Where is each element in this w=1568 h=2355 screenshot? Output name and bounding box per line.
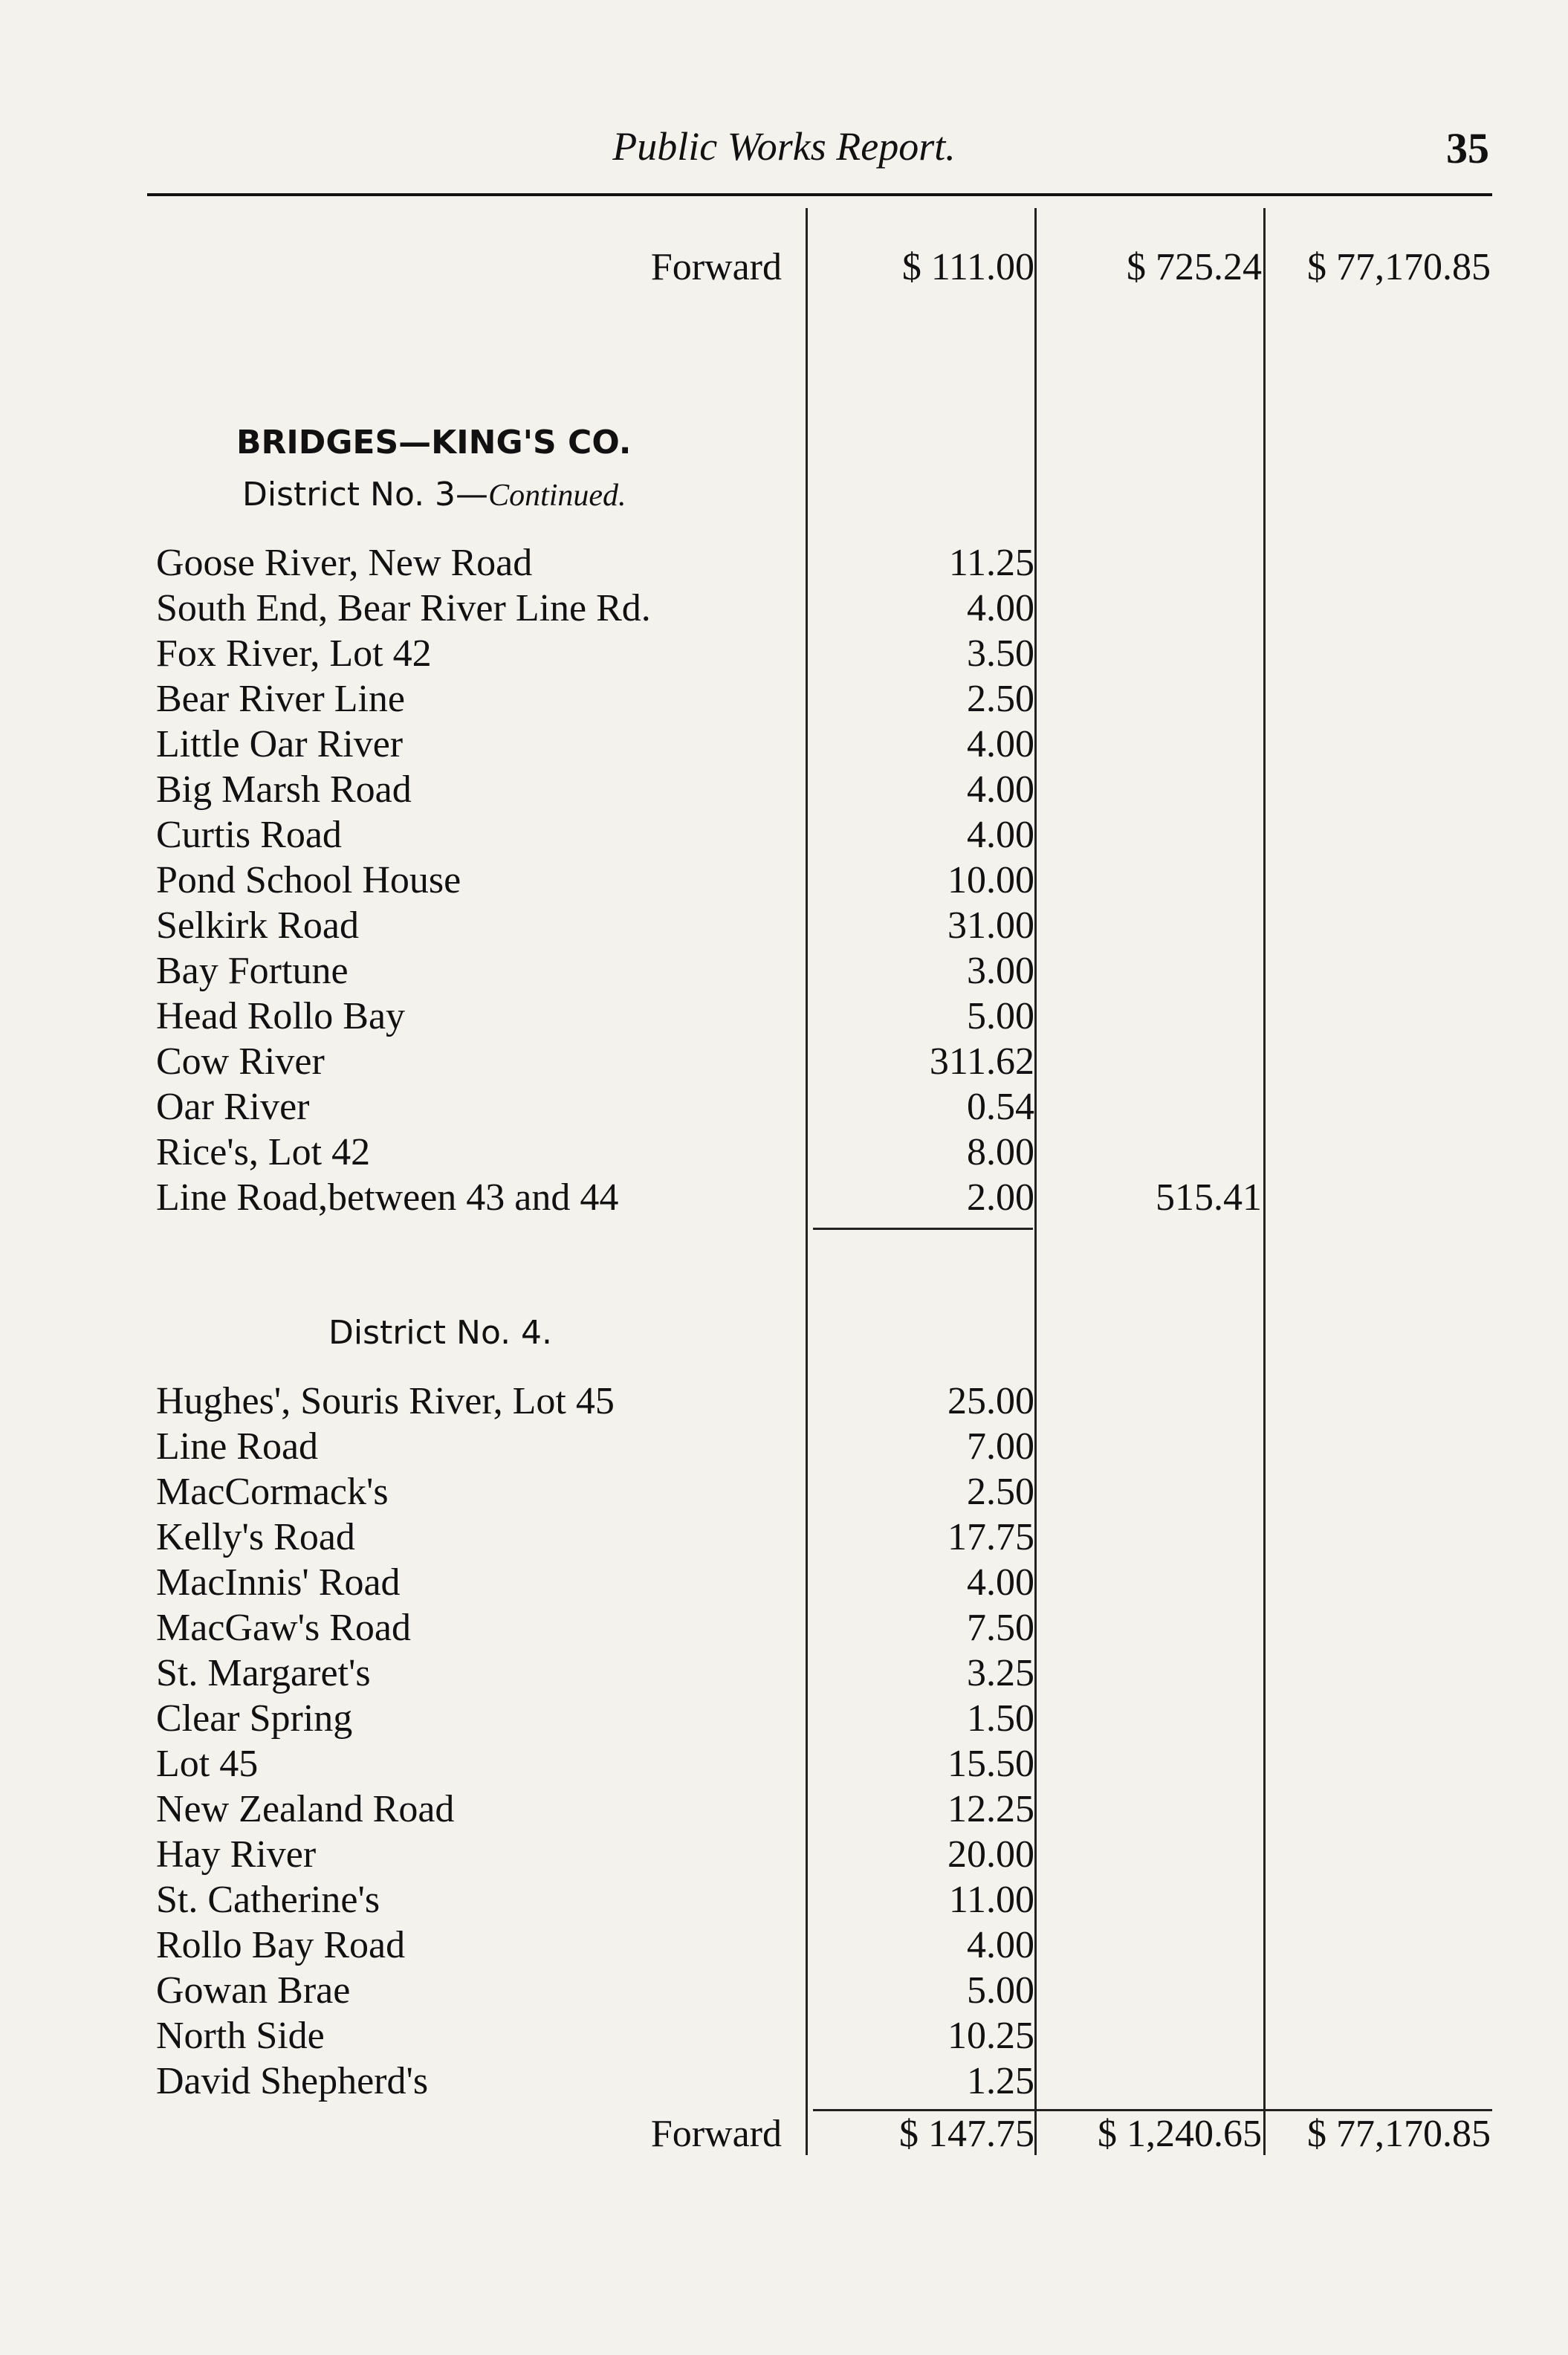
row-amount: 0.54 — [967, 1086, 1034, 1128]
section-title: BRIDGES—KING'S CO. — [236, 424, 632, 461]
row-amount: 2.50 — [967, 678, 1034, 720]
row-label: Curtis Road — [156, 814, 342, 856]
running-header: Public Works Report. — [612, 124, 956, 169]
table-row — [0, 1606, 1568, 1651]
row-label: Rice's, Lot 42 — [156, 1131, 371, 1173]
table-row — [0, 1470, 1568, 1515]
table-row — [0, 949, 1568, 994]
row-label: Cow River — [156, 1040, 325, 1083]
row-label: Line Road,between 43 and 44 — [156, 1176, 619, 1219]
continued-note: Continued. — [488, 479, 626, 513]
row-label: Big Marsh Road — [156, 768, 412, 811]
row-amount: 12.25 — [947, 1788, 1034, 1830]
table-row — [0, 1176, 1568, 1220]
table-row — [0, 1923, 1568, 1968]
row-label: New Zealand Road — [156, 1788, 455, 1830]
row-label: Gowan Brae — [156, 1969, 351, 2012]
district-4-title: District No. 4. — [328, 1314, 553, 1352]
table-row — [0, 1561, 1568, 1605]
table-row — [0, 1651, 1568, 1696]
row-amount: 25.00 — [947, 1380, 1034, 1422]
forward-amount-col2: $ 725.24 — [1127, 246, 1262, 288]
row-amount: 4.00 — [967, 587, 1034, 629]
table-row — [0, 904, 1568, 948]
table-row — [0, 994, 1568, 1039]
table-row — [0, 1379, 1568, 1424]
forward-label: Forward — [650, 246, 782, 288]
table-row — [0, 2059, 1568, 2104]
row-amount: 10.25 — [947, 2015, 1034, 2057]
table-row — [0, 677, 1568, 722]
row-label: Clear Spring — [156, 1697, 353, 1740]
district-3-title: District No. 3— — [242, 476, 489, 514]
district-3-subtotal-rule — [813, 1228, 1033, 1230]
table-row — [0, 813, 1568, 858]
row-amount: 4.00 — [967, 1561, 1034, 1604]
row-label: Selkirk Road — [156, 904, 359, 947]
forward-amount-col1: $ 147.75 — [899, 2113, 1034, 2155]
row-label: MacInnis' Road — [156, 1561, 401, 1604]
row-amount: 1.50 — [967, 1697, 1034, 1740]
row-amount: 17.75 — [947, 1516, 1034, 1558]
table-row — [0, 1742, 1568, 1787]
row-label: MacCormack's — [156, 1471, 389, 1513]
table-row — [0, 541, 1568, 586]
district-3-heading — [242, 476, 626, 514]
row-label: MacGaw's Road — [156, 1607, 411, 1649]
row-label: Goose River, New Road — [156, 542, 533, 584]
row-label: Bay Fortune — [156, 950, 349, 992]
forward-amount-col3: $ 77,170.85 — [1307, 246, 1491, 288]
forward-amount-col3: $ 77,170.85 — [1307, 2113, 1491, 2155]
row-amount: 11.00 — [948, 1879, 1034, 1921]
table-row — [0, 1833, 1568, 1877]
table-row — [0, 1040, 1568, 1084]
row-label: Hughes', Souris River, Lot 45 — [156, 1380, 615, 1422]
row-amount: 15.50 — [947, 1743, 1034, 1785]
forward-row-bottom — [0, 2112, 1568, 2157]
row-amount: 4.00 — [967, 1924, 1034, 1966]
forward-row-top — [0, 245, 1568, 290]
row-amount: 4.00 — [967, 814, 1034, 856]
table-row — [0, 722, 1568, 767]
row-amount: 20.00 — [947, 1833, 1034, 1876]
table-row — [0, 1515, 1568, 1560]
row-label: Line Road — [156, 1425, 319, 1468]
row-label: North Side — [156, 2015, 325, 2057]
row-amount: 4.00 — [967, 723, 1034, 765]
row-amount: 7.50 — [967, 1607, 1034, 1649]
row-amount: 8.00 — [967, 1131, 1034, 1173]
table-row — [0, 1878, 1568, 1922]
row-amount: 311.62 — [929, 1040, 1034, 1083]
row-amount: 5.00 — [967, 995, 1034, 1037]
row-amount: 10.00 — [947, 859, 1034, 901]
row-amount: 1.25 — [967, 2060, 1034, 2102]
bottom-total-rule — [813, 2109, 1492, 2111]
row-label: Fox River, Lot 42 — [156, 632, 432, 675]
forward-amount-col2: $ 1,240.65 — [1098, 2113, 1262, 2155]
row-amount: 2.50 — [967, 1471, 1034, 1513]
table-row — [0, 632, 1568, 676]
row-label: St. Catherine's — [156, 1879, 380, 1921]
header-rule — [147, 193, 1492, 196]
table-row — [0, 858, 1568, 903]
row-label: Bear River Line — [156, 678, 405, 720]
row-label: Oar River — [156, 1086, 310, 1128]
row-amount: 5.00 — [967, 1969, 1034, 2012]
row-label: Lot 45 — [156, 1743, 259, 1785]
table-row — [0, 1787, 1568, 1832]
row-label: Kelly's Road — [156, 1516, 355, 1558]
row-label: St. Margaret's — [156, 1652, 371, 1694]
row-label: Rollo Bay Road — [156, 1924, 406, 1966]
table-row — [0, 1969, 1568, 2013]
row-label: South End, Bear River Line Rd. — [156, 587, 651, 629]
table-row — [0, 586, 1568, 631]
row-amount: 2.00 — [967, 1176, 1034, 1219]
row-label: Pond School House — [156, 859, 461, 901]
row-label: David Shepherd's — [156, 2060, 429, 2102]
row-amount: 3.00 — [967, 950, 1034, 992]
table-row — [0, 768, 1568, 812]
forward-label: Forward — [650, 2113, 782, 2155]
row-amount: 4.00 — [967, 768, 1034, 811]
row-amount: 3.25 — [967, 1652, 1034, 1694]
table-row — [0, 1085, 1568, 1130]
table-row — [0, 1130, 1568, 1175]
table-row — [0, 2014, 1568, 2058]
page-number: 35 — [1446, 124, 1489, 172]
row-label: Hay River — [156, 1833, 317, 1876]
table-row — [0, 1425, 1568, 1469]
forward-amount-col1: $ 111.00 — [901, 246, 1034, 288]
row-amount: 11.25 — [948, 542, 1034, 584]
row-amount: 3.50 — [967, 632, 1034, 675]
row-amount: 7.00 — [967, 1425, 1034, 1468]
district-subtotal: 515.41 — [1156, 1176, 1262, 1219]
row-label: Little Oar River — [156, 723, 404, 765]
table-row — [0, 1697, 1568, 1741]
row-amount: 31.00 — [947, 904, 1034, 947]
row-label: Head Rollo Bay — [156, 995, 406, 1037]
